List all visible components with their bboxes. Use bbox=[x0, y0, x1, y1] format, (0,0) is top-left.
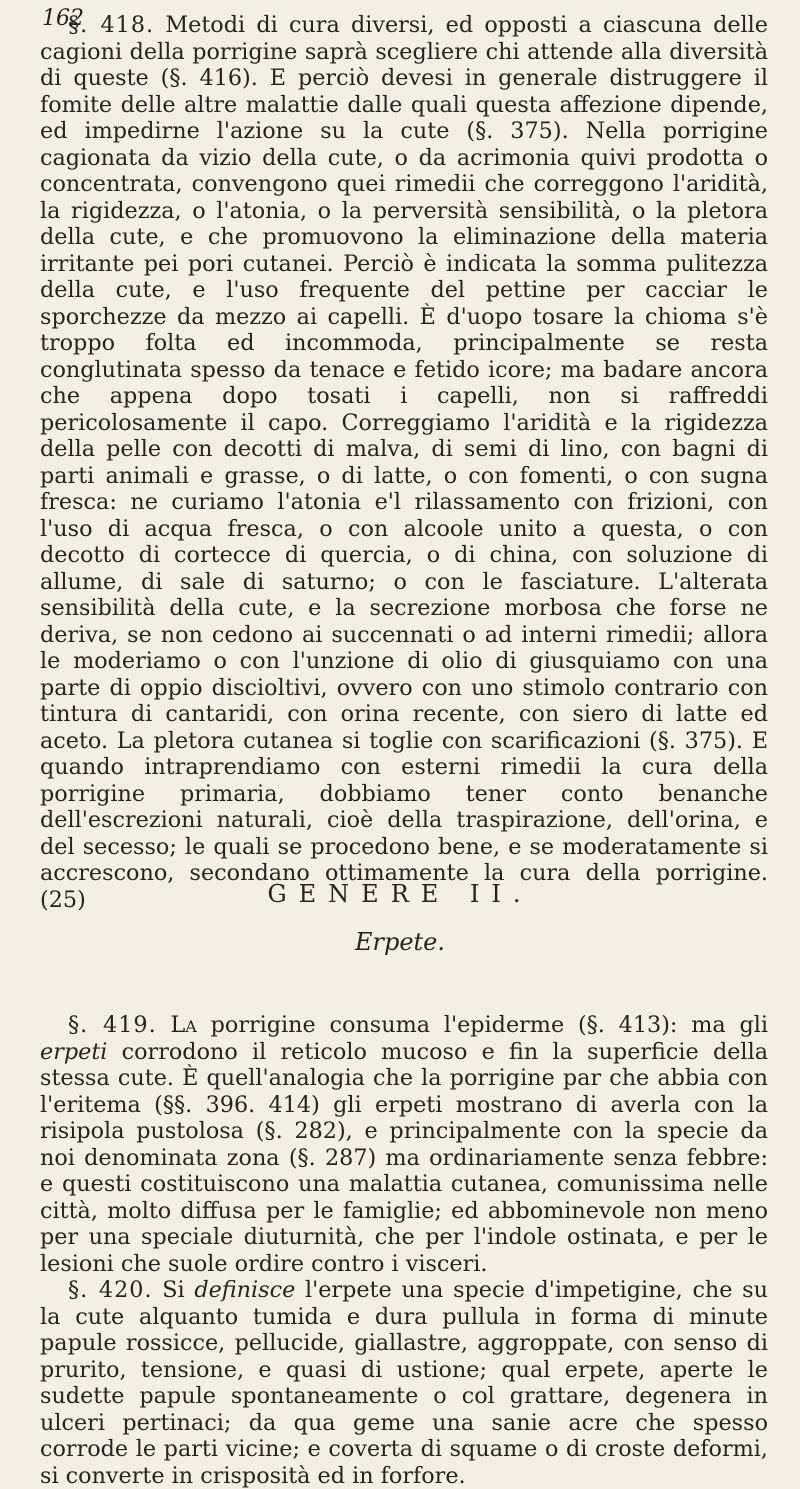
italic-term: erpeti bbox=[40, 1038, 108, 1065]
paragraph-420 bbox=[40, 1277, 768, 1489]
paragraph-number: §. 418. bbox=[68, 12, 155, 38]
paragraph-text: corrodono il reticolo mucoso e fin la superficie della stessa cute. È quell'analogia che la porrigine par che abbia con l'eritema (§§. 396. 414) gli erpeti mostrano di averla con la risipola pustolosa (§. 282), e principalmente con la specie da noi denominata zona (§. 287) ma ordinariamente senza febbre: e questi costituiscono una malattia cutanea, comunissima nelle città, molto diffusa per le famiglie; ed abbominevole non meno per una speciale diuturnità, che per l'indole ostinata, e per le lesioni che suole ordire contro i visceri. bbox=[40, 1038, 768, 1277]
paragraph-text: l'erpete una specie d'impetigine, che su la cute alquanto tumida e dura pullula in forma di minute papule rossicce, pellucide, giallastre, aggroppate, con senso di prurito, tensione, e quasi di ustione; qual erpete, aperte le sudette papule spontaneamente o col grattare, degenera in ulceri pertinaci; da qua geme una sanie acre che spesso corrode le parti vicine; e coverta di squame o di croste deformi, si converte in crisposità ed in forforе. bbox=[40, 1277, 768, 1489]
paragraph-lead: La bbox=[170, 1012, 197, 1038]
paragraph-number: §. 420. bbox=[68, 1277, 153, 1303]
paragraph-418 bbox=[40, 12, 768, 913]
paragraphs-419-420 bbox=[40, 1012, 768, 1489]
italic-term: definisce bbox=[194, 1277, 296, 1303]
paragraph-text: Metodi di cura diversi, ed opposti a ciascuna delle cagioni della porrigine saprà scegliere chi attende alla diversità di queste (§. 416). E perciò devesi in generale distruggere il fomite delle altre malattie dalle quali questa affezione dipende, ed impedirne l'azione su la cute (§. 375). Nella porrigine cagionata da vizio della cute, o da acrimonia quivi prodotta o concentrata, convengono quei rimedii che correggono l'aridità, la rigidezza, o l'atonia, o la perversità sensibilità, o la pletora della cute, e che promuovono la eliminazione della materia irritante pei pori cutanei. Perciò è indicata la somma pulitezza della cute, e l'uso frequente del pettine per cacciar le sporchezze da mezzo ai capelli. È d'uopo tosare la chioma s'è troppo folta ed incommoda, principalmente se resta conglutinata spesso da tenace e fetido icore; ma badare ancora che appena dopo tosati i capelli, non si raffreddi pericolosamente il capo. Correggiamo l'aridità e la rigidezza della pelle con decotti di malva, di semi di lino, con bagni di parti animali e grasse, o di latte, o con fomenti, o con sugna fresca: ne curiamo l'atonia e'l rilassamento con frizioni, con l'uso di acqua fresca, o con alcoole unito a questa, o con decotto di cortecce di quercia, o di china, con soluzione di allume, di sale di saturno; o con le fasciature. L'alterata sensibilità della cute, e la secrezione morbosa che forse ne deriva, se non cedono ai succennati o ad interni rimedii; allora le moderiamo o con l'unzione di olio di giusquiamo con una parte di oppio discioltivi, ovvero con uno stimolo contrario con tintura di cantaridi, con orina recente, con siero di latte ed aceto. La pletora cutanea si toglie con scarificazioni (§. 375). E quando intraprendiamo con esterni rimedii la cura della porrigine primaria, dobbiamo tener conto benanche dell'escrezioni naturali, cioè della traspirazione, dell'orina, e del secesso; le quali se procedono bene, e se moderatamente si accrescono, secondano ottimamente la cura della porrigine. (25) bbox=[40, 12, 768, 913]
paragraph-text: Si bbox=[152, 1277, 195, 1303]
genre-heading: GENERE II. bbox=[267, 880, 533, 908]
genre-subtitle: Erpete. bbox=[354, 928, 446, 956]
paragraph-419 bbox=[40, 1012, 768, 1277]
page-number: 162 bbox=[42, 6, 84, 31]
paragraph-text: porrigine consuma l'epiderme (§. 413): ma gli bbox=[196, 1012, 768, 1038]
paragraph-418-body bbox=[40, 12, 768, 913]
paragraph-number: §. 419. bbox=[68, 1012, 157, 1038]
